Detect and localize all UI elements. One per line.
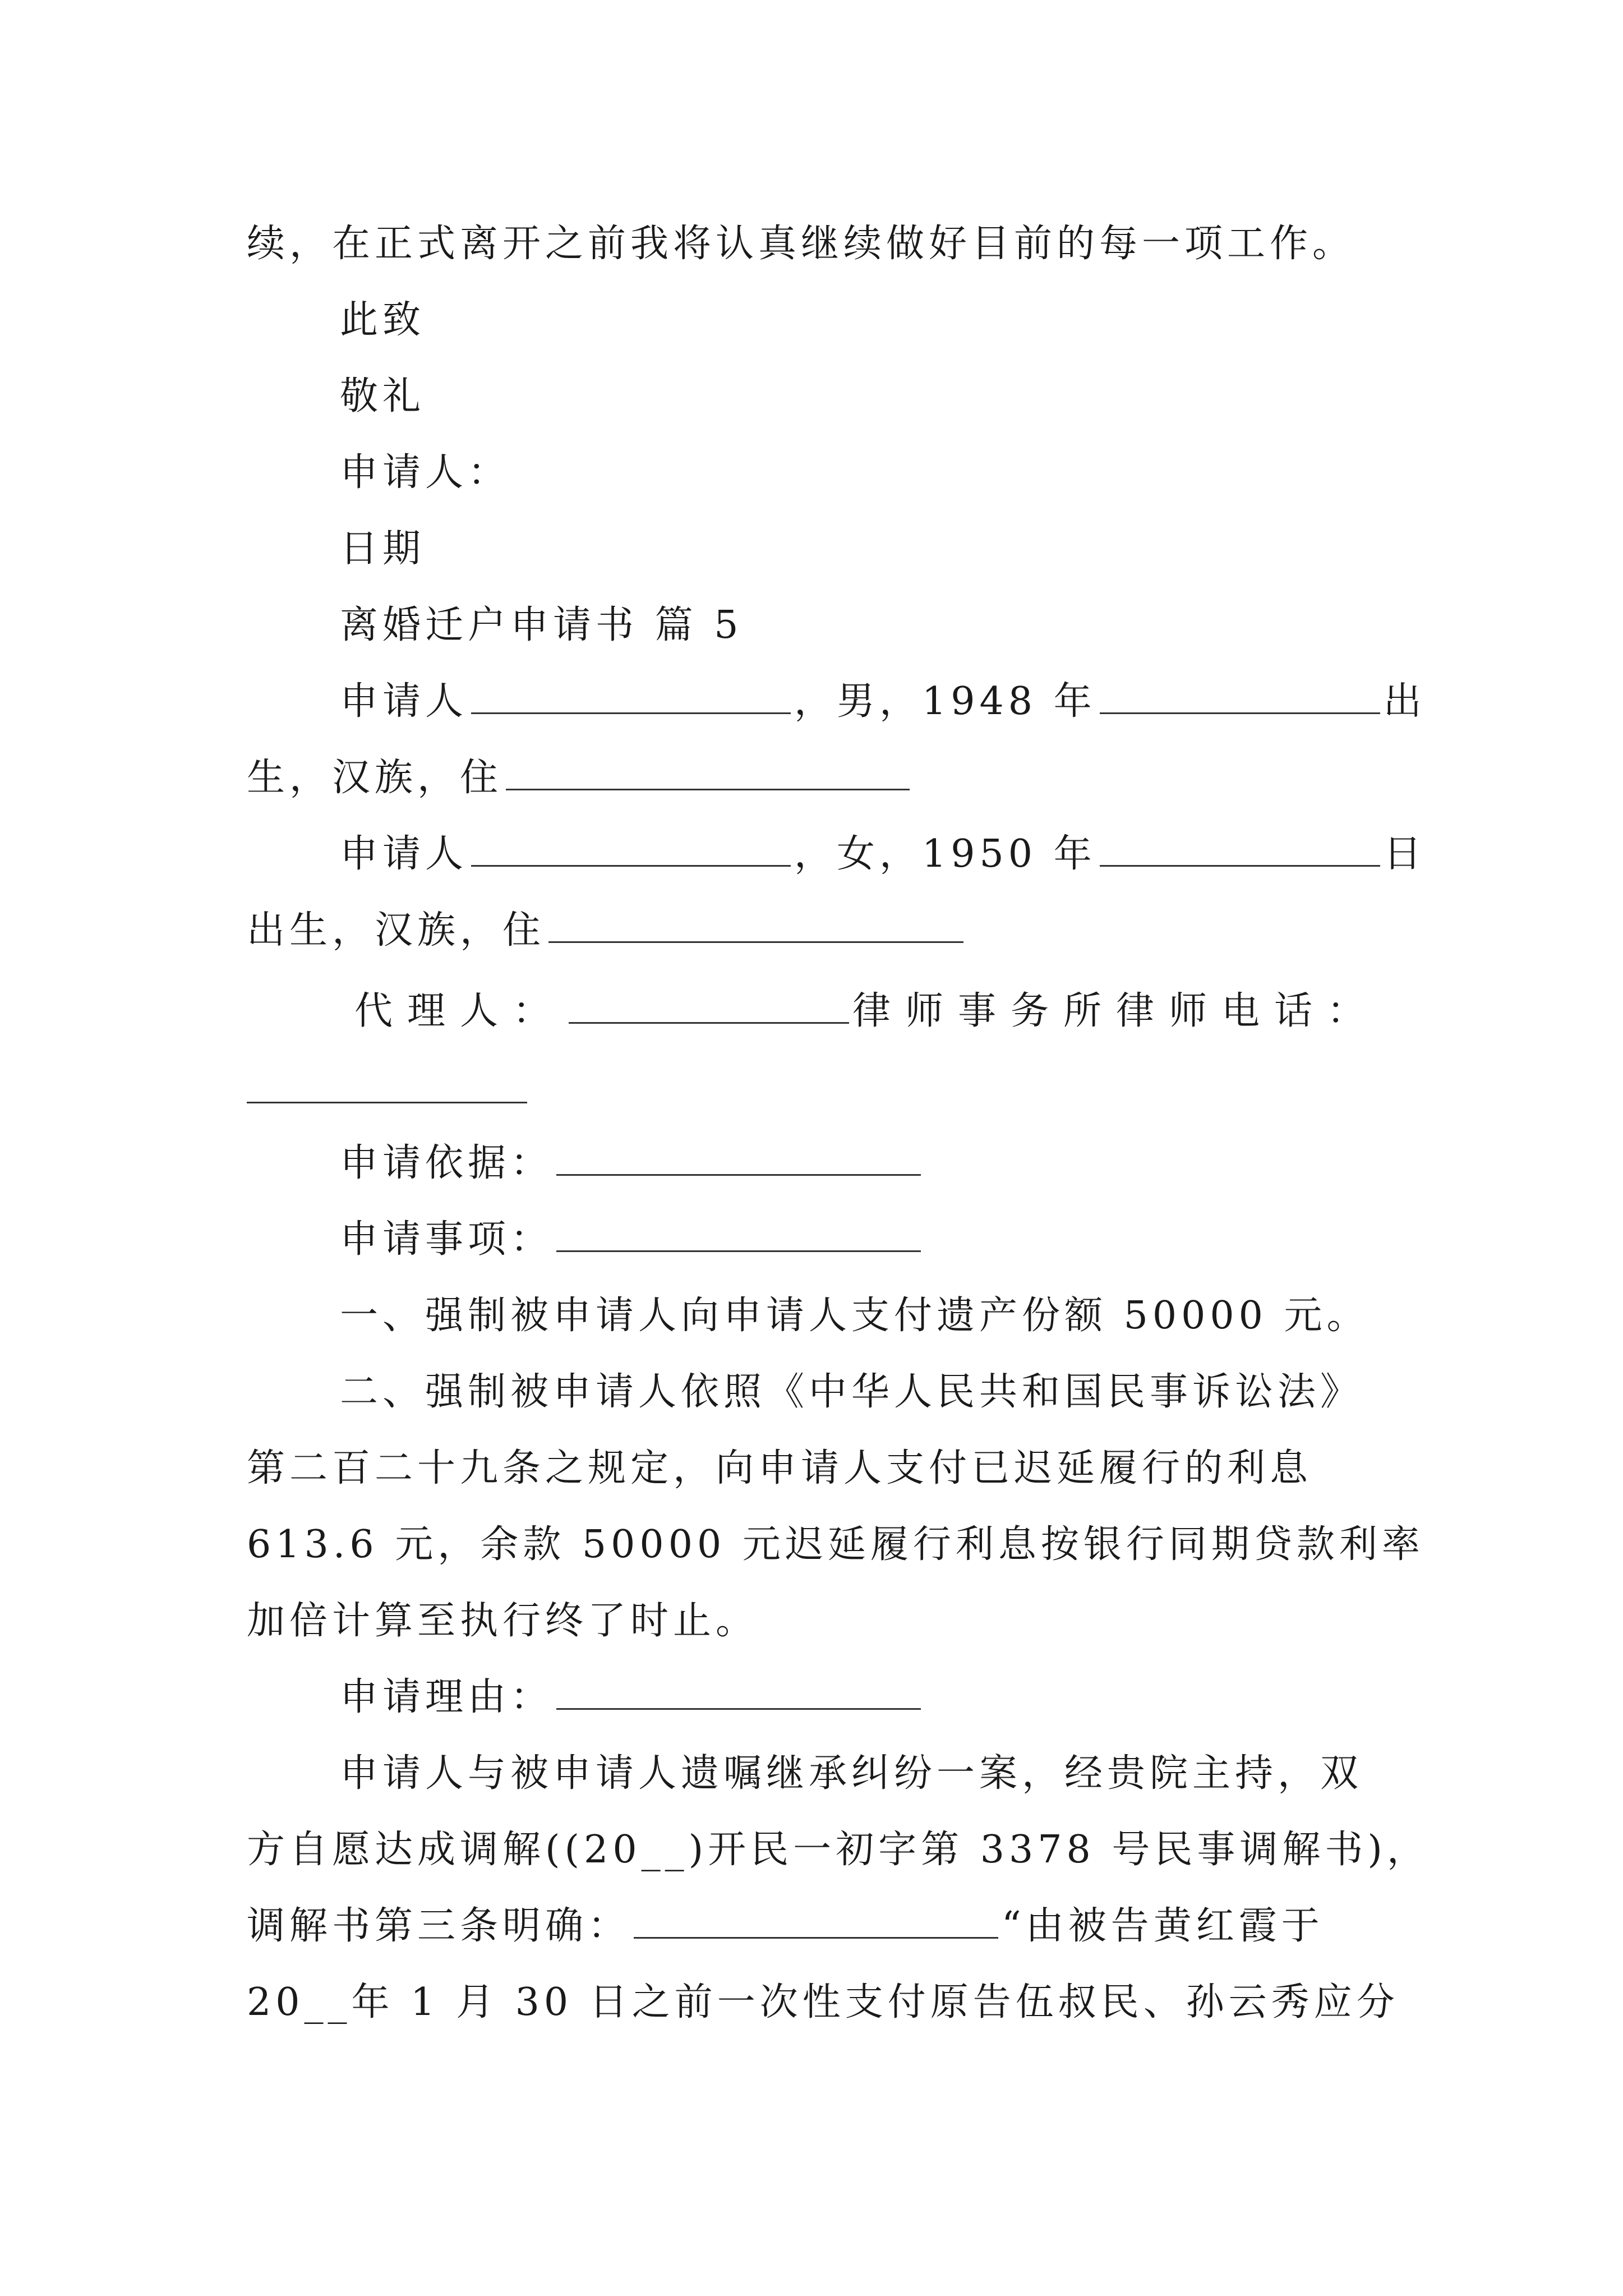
reason-label: 申请理由： (340, 1675, 554, 1719)
agent-line (354, 973, 1405, 1050)
applicant-signature-label: 申请人： (340, 450, 511, 495)
applicant-2-name-blank (471, 820, 791, 867)
address-blank (506, 744, 910, 790)
paragraph-line: 加倍计算至执行终了时止。 (247, 1599, 759, 1643)
date-label: 日期 (340, 527, 426, 571)
paragraph-line: 613.6 元，余款 50000 元迟延履行利息按银行同期贷款利率 (247, 1522, 1424, 1567)
closing-regards: 敬礼 (340, 374, 426, 418)
mediation-clause-line (247, 1888, 1391, 1964)
section-heading: 离婚迁户申请书 篇 5 (340, 603, 743, 647)
applicant-2-address-line (247, 892, 1391, 969)
address-label: 出生，汉族，住 (247, 908, 546, 953)
clause-text: “由被告黄红霞于 (1002, 1904, 1324, 1948)
applicant-1-name-blank (471, 668, 791, 714)
paragraph-line: 续，在正式离开之前我将认真继续做好目前的每一项工作。 (247, 222, 1355, 266)
basis-line (340, 1125, 1391, 1202)
basis-label: 申请依据： (340, 1141, 554, 1185)
matter-item-2: 二、强制被申请人依照《中华人民共和国民事诉讼法》 (340, 1370, 1363, 1414)
line-end-text: 出 (1383, 679, 1426, 724)
birth-date-blank (1100, 668, 1380, 714)
address-blank (548, 896, 963, 943)
applicant-1-address-line (247, 740, 1391, 816)
law-firm-phone-label: 律师事务所律师电话： (852, 989, 1380, 1033)
matter-item-1: 一、强制被申请人向申请人支付遗产份额 50000 元。 (340, 1294, 1370, 1338)
agent-name-blank (569, 977, 849, 1024)
gender-birth-text: ，男，1948 年 (794, 679, 1096, 724)
applicant-1-line (340, 664, 1426, 740)
matters-line (340, 1202, 1391, 1278)
closing-salutation: 此致 (340, 298, 426, 342)
matters-blank (556, 1205, 921, 1252)
applicant-label: 申请人 (340, 679, 468, 724)
matters-label: 申请事项： (340, 1217, 554, 1262)
gender-birth-text: ，女，1950 年 (794, 832, 1096, 876)
paragraph-line: 20__年 1 月 30 日之前一次性支付原告伍叔民、孙云秀应分 (247, 1980, 1399, 2024)
phone-blank (247, 1101, 527, 1103)
applicant-2-line (340, 816, 1426, 892)
birth-date-blank (1100, 820, 1380, 867)
basis-blank (556, 1129, 921, 1176)
clause-label: 调解书第三条明确： (247, 1904, 631, 1948)
agent-label: 代理人： (354, 989, 566, 1033)
reason-line (340, 1659, 1391, 1736)
paragraph-line: 申请人与被申请人遗嘱继承纠纷一案，经贵院主持，双 (340, 1751, 1363, 1796)
paragraph-line: 方自愿达成调解((20__)开民一初字第 3378 号民事调解书)， (247, 1828, 1430, 1872)
applicant-label: 申请人 (340, 832, 468, 876)
reason-blank (556, 1663, 921, 1710)
line-end-text: 日 (1383, 832, 1426, 876)
paragraph-line: 第二百二十九条之规定，向申请人支付已迟延履行的利息 (247, 1446, 1313, 1490)
address-label: 生，汉族，住 (247, 756, 503, 800)
clause-blank (634, 1892, 998, 1939)
